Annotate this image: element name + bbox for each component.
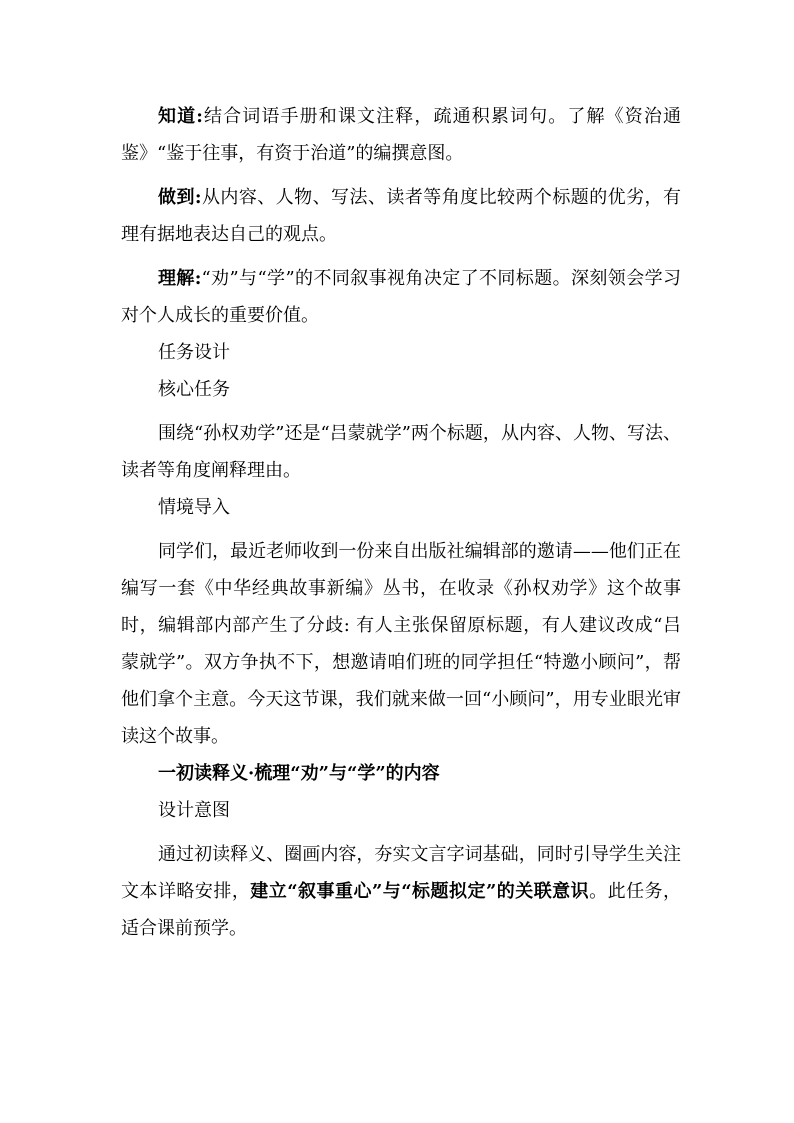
goal-do xyxy=(121,179,681,253)
design-intent-text-b: 。此任务，适合课前预学。 xyxy=(121,881,682,939)
design-intent-heading: 设计意图 xyxy=(158,800,230,821)
intro-heading: 情境导入 xyxy=(158,497,230,518)
section1-title: 一初读释义·梳理“劝”与“学”的内容 xyxy=(158,763,440,784)
design-intent-text-a: 通过初读释义、圈画内容，夯实文言字词基础，同时引导学生关注文本详略安排， xyxy=(121,844,681,902)
goal-understand-text: “劝”与“学”的不同叙事视角决定了不同标题。深刻领会学习对个人成长的重要价值。 xyxy=(121,268,681,326)
design-intent-text xyxy=(121,836,681,947)
goal-understand-label: 理解: xyxy=(158,268,202,289)
goal-know xyxy=(121,98,681,172)
core-task-heading: 核心任务 xyxy=(158,379,230,400)
design-intent-text-bold: 建立“叙事重心”与“标题拟定”的关联意识 xyxy=(250,881,590,902)
goal-know-text: 结合词语手册和课文注释，疏通积累词句。了解《资治通鉴》“鉴于往事，有资于治道”的编撰意图。 xyxy=(121,106,681,164)
goal-know-label: 知道: xyxy=(158,106,203,127)
task-design-heading: 任务设计 xyxy=(158,342,230,363)
document-page xyxy=(121,98,681,947)
goal-understand xyxy=(121,260,681,334)
goal-do-label: 做到: xyxy=(158,187,202,208)
core-task-text: 围绕“孙权劝学”还是“吕蒙就学”两个标题，从内容、人物、写法、读者等角度阐释理由。 xyxy=(121,423,681,481)
goal-do-text: 从内容、人物、写法、读者等角度比较两个标题的优劣，有理有据地表达自己的观点。 xyxy=(121,187,681,245)
intro-text: 同学们，最近老师收到一份来自出版社编辑部的邀请——他们正在编写一套《中华经典故事新编》丛书，在收录《孙权劝学》这个故事时，编辑部内部产生了分歧: 有人主张保留原标题，有人建议改成“吕蒙就学”。双方争执不下，想邀请咱们班的同学担任“特邀小顾问”，帮他们拿个主意。今天这节课，我们就来做一回“小顾问”，用专业眼光审读这个故事。 xyxy=(121,541,681,747)
